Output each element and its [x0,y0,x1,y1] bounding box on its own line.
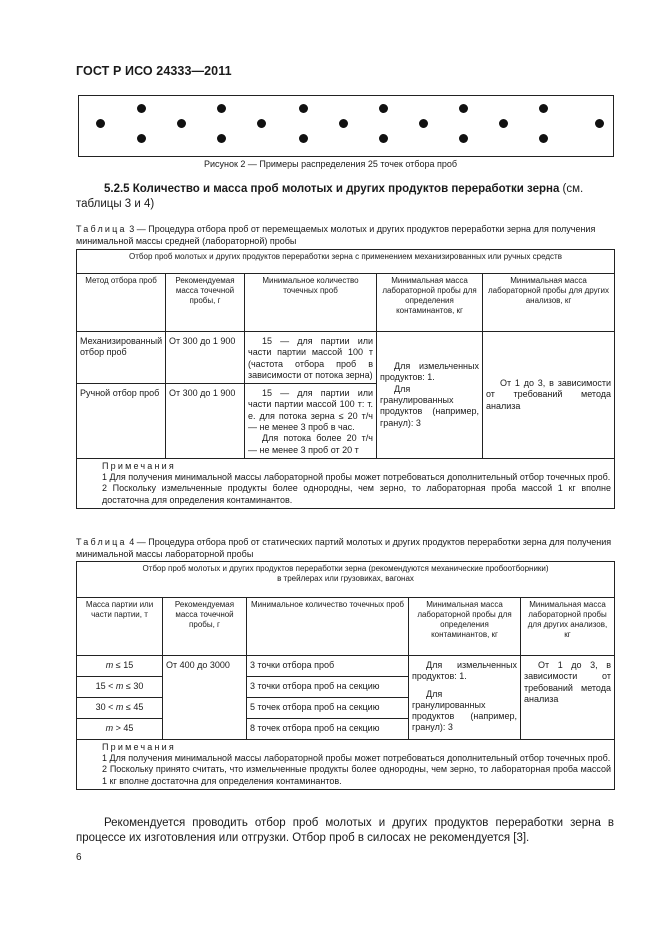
sampling-point [459,104,468,113]
table4-caption [76,537,614,560]
table4-col-other: Минимальная масса лабораторной пробы для других анализов, кг [521,598,615,656]
sampling-point [379,104,388,113]
table4-mass: От 400 до 3000 [163,656,247,740]
table3-note-1: 1 Для получения минимальной массы лабораторной пробы может потребоваться дополнительный отбор точечных проб. [102,472,611,483]
table4-contaminants-a: Для измельченных продуктов: 1. [412,660,517,682]
sampling-point [419,119,428,128]
table3 [76,249,615,509]
section-heading [76,182,614,212]
sampling-point [459,134,468,143]
sampling-point [217,104,226,113]
table4-note-2: 2 Поскольку принято считать, что измельченные продукты более однородны, чем зерно, то лабораторная проба массой 1 кг вполне достаточна для определения контаминантов. [102,764,611,786]
table4-notes-title: Примечания [102,742,176,752]
table4-contaminants-b: Для гранулированных продуктов (например, гранул): 3 [412,688,517,733]
sampling-point [339,119,348,128]
sampling-point [217,134,226,143]
table4-note-1: 1 Для получения минимальной массы лабораторной пробы может потребоваться дополнительный отбор точечных проб. [102,753,611,764]
section-tail: (см. таблицы 3 и 4) [76,183,584,210]
sampling-point [137,104,146,113]
table3-contaminants-b: Для гранулированных продуктов (например, гранул): 3 [380,383,479,428]
section-title: Количество и масса проб молотых и других продуктов переработки зерна [132,183,560,195]
table3-contaminants-a: Для измельченных продуктов: 1. [380,361,479,383]
sampling-point [299,104,308,113]
table4-row1-lot: m ≤ 15 [77,656,163,677]
table4-row3-lot: 30 < m ≤ 45 [77,698,163,719]
sampling-point [96,119,105,128]
table4-col-mass: Рекомендуемая масса точечной пробы, г [163,598,247,656]
sampling-point [539,134,548,143]
table4-row3-count: 5 точек отбора проб на секцию [247,698,409,719]
table3-caption [76,224,614,247]
table4-span-header [77,562,615,598]
sampling-points-figure [78,95,614,157]
table3-row2-method: Ручной отбор проб [77,384,166,459]
table4-col-contaminants: Минимальная масса лабораторной пробы для определения контаминантов, кг [409,598,521,656]
table3-col-contaminants: Минимальная масса лабораторной пробы для определения контаминантов, кг [377,274,483,332]
table3-row1-method: Механизированный отбор проб [77,332,166,384]
table3-note-2: 2 Поскольку измельченные продукты более однородны, чем зерно, то лабораторная проба массой 1 кг вполне достаточна для определения контаминантов. [102,483,612,505]
table4 [76,561,615,790]
table3-row2-count: 15 — для партии или части партии массой 100 т: т. е. для потока зерна ≤ 20 т/ч — не менее 3 проб в час. Для потока более 20 т/ч — не менее 3 проб от 20 т [245,384,377,459]
table3-span-header: Отбор проб молотых и других продуктов переработки зерна с применением механизированных или ручных средств [77,250,615,274]
table3-row1-count: 15 — для партии или части партии массой 100 т (частота отбора проб в зависимости от потока зерна) [245,332,377,384]
table4-notes [77,740,615,790]
document-header: ГОСТ Р ИСО 24333—2011 [76,64,232,78]
table4-col-count: Минимальное количество точечных проб [247,598,409,656]
page-number: 6 [76,852,82,863]
table4-row2-count: 3 точки отбора проб на секцию [247,677,409,698]
table4-row4-lot: m > 45 [77,719,163,740]
table3-col-count: Минимальное количество точечных проб [245,274,377,332]
table4-span-header-line1: Отбор проб молотых и других продуктов переработки зерна (рекомендуются механические пробоотборники) [142,564,549,573]
table3-caption-text: 3 — Процедура отбора проб от перемещаемых молотых и других продуктов переработки зерна для получения минимальной массы средней (лабораторной) пробы [76,224,596,246]
sampling-point [299,134,308,143]
figure-caption: Рисунок 2 — Примеры распределения 25 точек отбора проб [203,159,457,169]
table4-other: От 1 до 3, в зависимости от требований метода анализа [521,656,615,740]
table4-row2-lot: 15 < m ≤ 30 [77,677,163,698]
sampling-point [595,119,604,128]
sampling-point [379,134,388,143]
section-number: 5.2.5 [104,183,130,195]
table3-notes [77,458,615,508]
sampling-point [137,134,146,143]
table4-col-lot: Масса партии или части партии, т [77,598,163,656]
table4-span-header-line2: в трейлерах или грузовиках, вагонах [277,574,414,583]
table3-notes-title: Примечания [102,460,176,471]
sampling-point [539,104,548,113]
table4-row4-count: 8 точек отбора проб на секцию [247,719,409,740]
table3-row1-mass: От 300 до 1 900 [166,332,245,384]
table3-col-method: Метод отбора проб [77,274,166,332]
closing-paragraph: Рекомендуется проводить отбор проб молотых и других продуктов переработки зерна в процессе их изготовления или отгрузки. Отбор проб в силосах не рекомендуется [3]. [76,817,614,844]
table3-caption-label: Таблица [76,224,127,234]
table3-col-mass: Рекомендуемая масса точечной пробы, г [166,274,245,332]
table4-contaminants [409,656,521,740]
table3-contaminants [377,332,483,459]
table4-row1-count: 3 точки отбора проб [247,656,409,677]
table4-caption-text: 4 — Процедура отбора проб от статических партий молотых и других продуктов переработки зерна для получения минимальной массы лабораторной пробы [76,537,612,559]
table3-row2-mass: От 300 до 1 900 [166,384,245,459]
table4-caption-label: Таблица [76,537,127,547]
table3-other: От 1 до 3, в зависимости от требований метода анализа [483,332,615,459]
table3-col-other: Минимальная масса лабораторной пробы для других анализов, кг [483,274,615,332]
sampling-point [499,119,508,128]
sampling-point [257,119,266,128]
sampling-point [177,119,186,128]
